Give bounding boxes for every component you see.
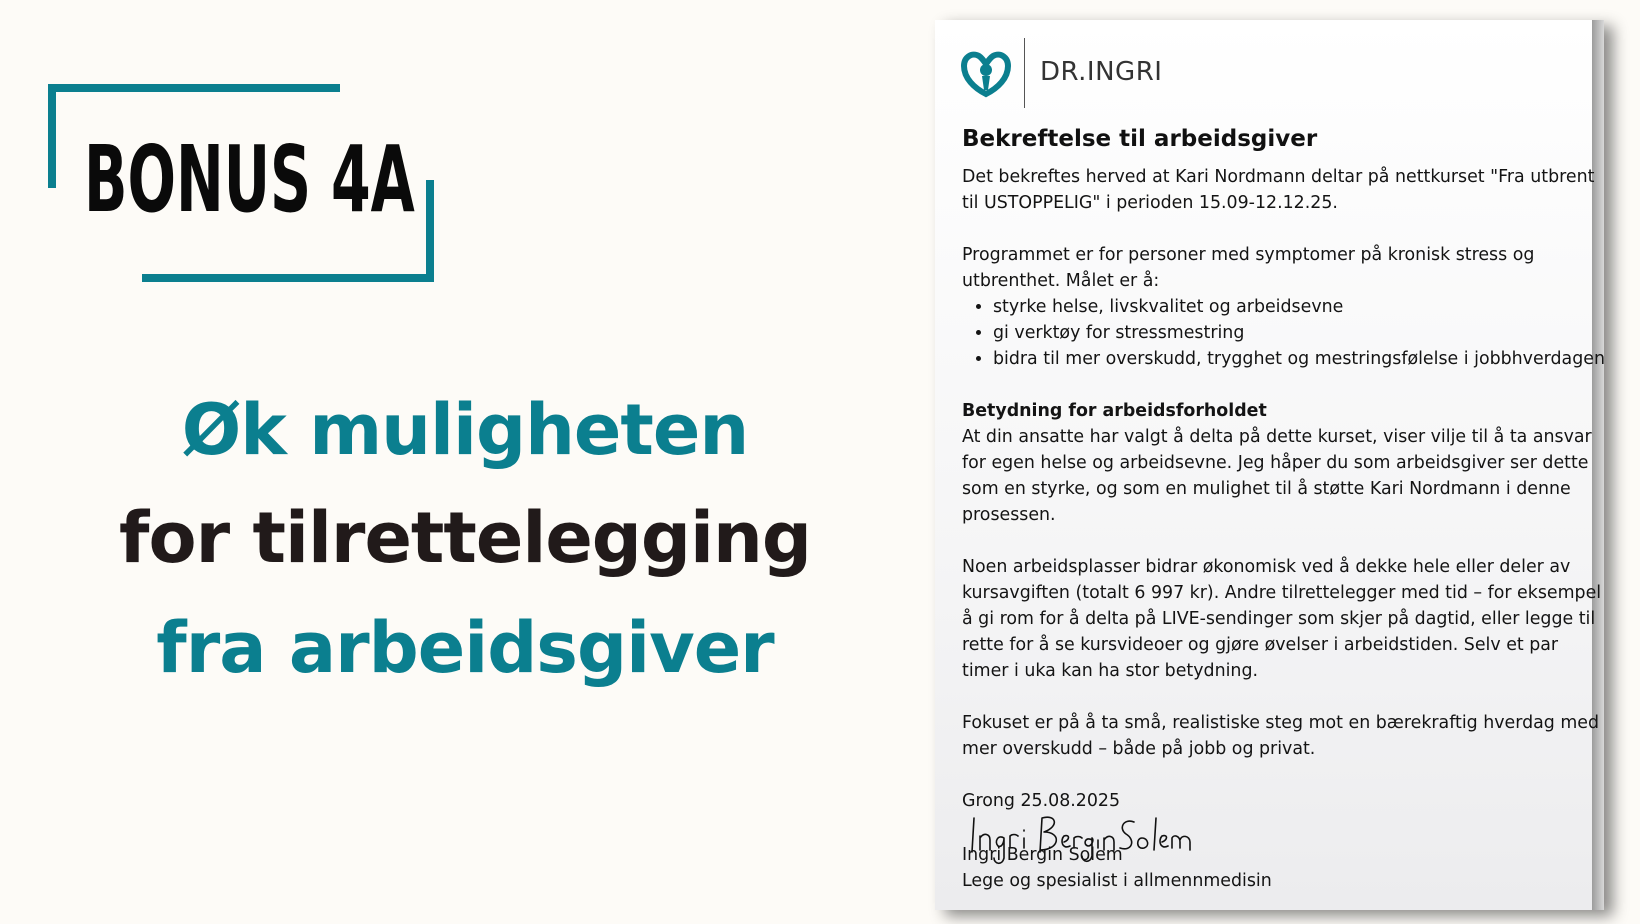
bonus-badge: BONUS 4A [84, 126, 415, 233]
list-item: • gi verktøy for stressmestring [993, 320, 1602, 346]
document-title: Bekreftelse til arbeidsgiver [962, 126, 1318, 152]
place-date: Grong 25.08.2025 [962, 791, 1121, 811]
headline-line-3: fra arbeidsgiver [156, 607, 774, 689]
intro-paragraph: Det bekreftes herved at Kari Nordmann deltar på nettkurset "Fra utbrent til USTOPPELIG" i perioden 15.09-12.12.25. [962, 167, 1595, 213]
section-heading: Betydning for arbeidsforholdet [962, 401, 1267, 421]
heart-person-icon [960, 48, 1012, 100]
section-paragraph: At din ansatte har valgt å delta på dette kurset, viser vilje til å ta ansvar for egen helse og arbeidsevne. Jeg håper du som arbeidsgiver ser dette som en styrke, og som en mulighet til å støtte Kari Nordmann i denne prosessen. [962, 427, 1592, 525]
focus-paragraph: Fokuset er på å ta små, realistiske steg mot en bærekraftig hverdag med mer overskudd – både på jobb og privat. [962, 713, 1600, 759]
headline-line-1: Øk muligheten [181, 389, 749, 471]
badge-frame-right [426, 180, 434, 282]
headline-line-2: for tilrettelegging [119, 497, 811, 579]
goals-list [962, 294, 1605, 372]
document-body [962, 164, 1605, 894]
logo-text: DR.INGRI [1040, 57, 1163, 87]
support-paragraph: Noen arbeidsplasser bidrar økonomisk ved å dekke hele eller deler av kursavgiften (totalt 6 997 kr). Andre tilrettelegger med tid – for eksempel å gi rom for å delta på LIVE-sendinger som skjer på dagtid, eller legge til rette for å se kursvideoer og gjøre øvelser i arbeidstiden. Selv et par timer i uka kan ha stor betydning. [962, 557, 1602, 681]
signature-role: Lege og spesialist i allmennmedisin [962, 871, 1272, 891]
badge-frame-bottom [142, 274, 434, 282]
badge-frame-top [48, 84, 340, 92]
logo-divider [1024, 38, 1025, 108]
badge-frame-left [48, 84, 56, 188]
list-item: • bidra til mer overskudd, trygghet og mestringsfølelse i jobbhverdagen [993, 346, 1602, 372]
signature-name: Ingri Bergin Solem [962, 845, 1123, 865]
program-paragraph: Programmet er for personer med symptomer på kronisk stress og utbrenthet. Målet er å: [962, 245, 1535, 291]
list-item: • styrke helse, livskvalitet og arbeidsevne [993, 294, 1602, 320]
